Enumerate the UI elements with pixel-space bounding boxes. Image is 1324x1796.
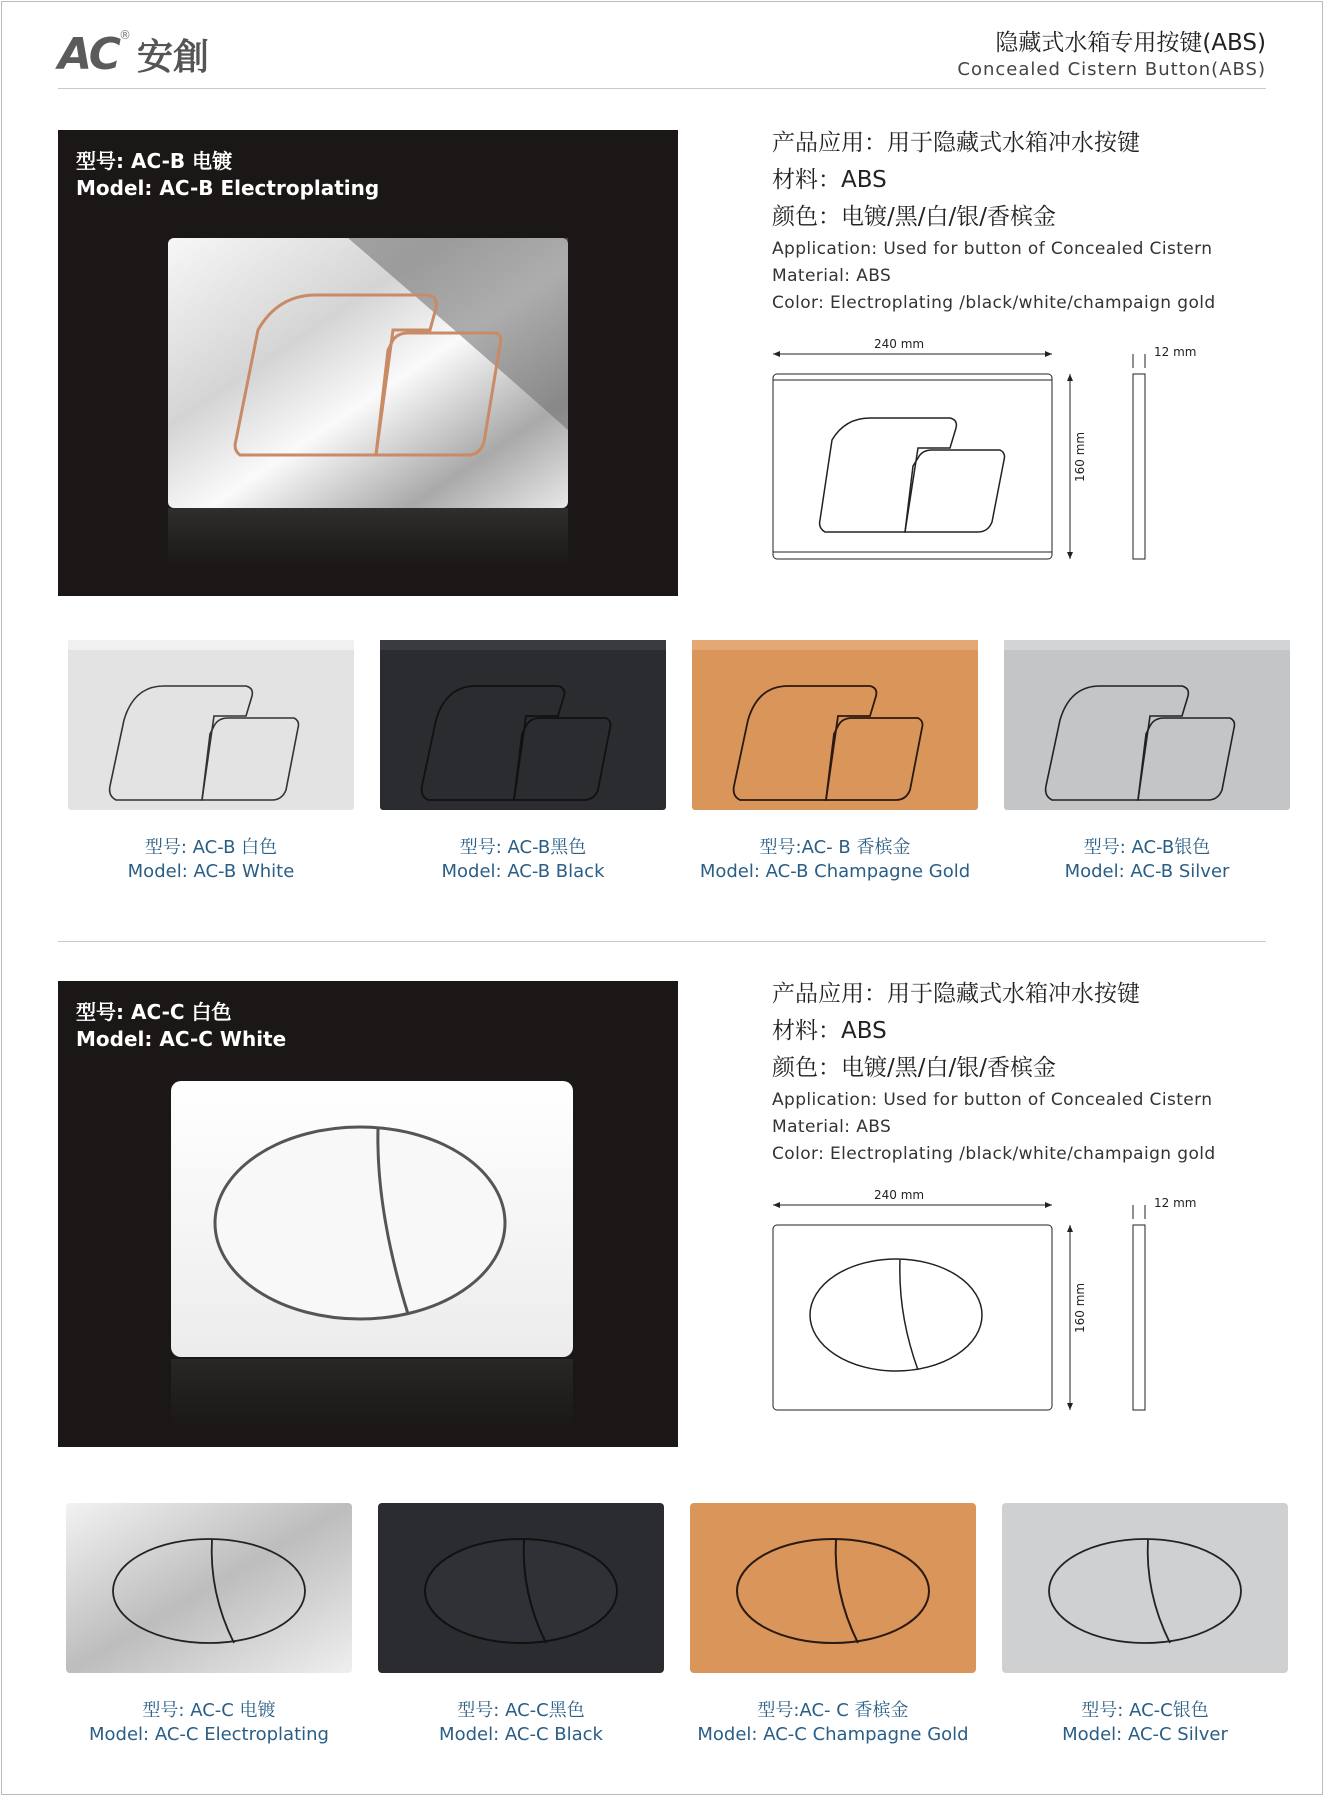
spec-block-ac-b — [772, 125, 1272, 317]
depth-dimension-label: 12 mm — [1154, 1196, 1197, 1210]
spec-color-cn: 颜色：电镀/黑/白/银/香槟金 — [772, 1055, 1056, 1081]
variant-ac-b-black — [380, 640, 666, 884]
variant-ac-c-silver — [1002, 1503, 1288, 1747]
ac-b-champagne-gold-plate-image — [692, 640, 978, 810]
variant-ac-c-black — [378, 1503, 664, 1747]
spec-color-en: Color: Electroplating /black/white/champaign gold — [772, 293, 1216, 313]
variant-model-en: Model: AC-C Black — [439, 1724, 603, 1745]
variant-caption — [690, 1699, 976, 1747]
spec-application-en: Application: Used for button of Concealed Cistern — [772, 239, 1213, 259]
ac-c-silver-plate-image — [1002, 1503, 1288, 1673]
variant-model-cn: 型号:AC- C 香槟金 — [757, 1700, 909, 1721]
hero-model-en: Model: AC-B Electroplating — [76, 176, 380, 200]
spec-material-cn: 材料：ABS — [772, 1018, 887, 1044]
variant-model-en: Model: AC-B Champagne Gold — [699, 861, 971, 882]
variant-ac-b-white — [68, 640, 354, 884]
variant-model-cn: 型号:AC- B 香槟金 — [759, 837, 911, 858]
logo-mark: AC — [58, 28, 119, 80]
dimension-drawing-ac-b — [770, 332, 1197, 572]
page-title — [957, 24, 1266, 80]
variant-ac-c-champagne-gold — [690, 1503, 976, 1747]
variant-model-cn: 型号: AC-B 白色 — [144, 837, 278, 858]
variant-caption — [66, 1699, 352, 1747]
spec-application-cn: 产品应用：用于隐藏式水箱冲水按键 — [772, 130, 1140, 156]
spec-color-cn: 颜色：电镀/黑/白/银/香槟金 — [772, 204, 1056, 230]
spec-block-ac-c — [772, 976, 1272, 1168]
variant-model-en: Model: AC-C Silver — [1062, 1724, 1228, 1745]
width-dimension-label: 240 mm — [874, 1188, 925, 1202]
variant-model-en: Model: AC-C Champagne Gold — [697, 1724, 969, 1745]
variant-caption — [1004, 836, 1290, 884]
ac-b-black-plate-image — [380, 640, 666, 810]
ac-c-black-plate-image — [378, 1503, 664, 1673]
hero-caption-ac-b — [76, 148, 379, 202]
width-dimension-label: 240 mm — [874, 337, 925, 351]
spec-material-cn: 材料：ABS — [772, 167, 887, 193]
variant-caption — [692, 836, 978, 884]
variant-ac-b-silver — [1004, 640, 1290, 884]
variant-caption — [1002, 1699, 1288, 1747]
page-title-en: Concealed Cistern Button(ABS) — [957, 59, 1266, 80]
ac-b-white-plate-image — [68, 640, 354, 810]
ac-b-silver-plate-image — [1004, 640, 1290, 810]
registered-mark: ® — [119, 28, 131, 42]
variant-caption — [380, 836, 666, 884]
spec-application-en: Application: Used for button of Concealed Cistern — [772, 1090, 1213, 1110]
spec-application-cn: 产品应用：用于隐藏式水箱冲水按键 — [772, 981, 1140, 1007]
variant-model-cn: 型号: AC-B黑色 — [459, 837, 587, 858]
hero-photo-ac-b — [58, 130, 678, 596]
variant-model-en: Model: AC-C Electroplating — [89, 1724, 329, 1745]
hero-model-cn: 型号: AC-C 白色 — [76, 1000, 232, 1024]
page-title-cn: 隐藏式水箱专用按键(ABS) — [995, 30, 1266, 56]
ac-c-electroplating-plate-image — [66, 1503, 352, 1673]
variant-model-en: Model: AC-B Silver — [1064, 861, 1230, 882]
ac-c-champagne-gold-plate-image — [690, 1503, 976, 1673]
variant-ac-c-electroplating — [66, 1503, 352, 1747]
spec-color-en: Color: Electroplating /black/white/champaign gold — [772, 1144, 1216, 1164]
variant-ac-b-champagne-gold — [692, 640, 978, 884]
variant-model-cn: 型号: AC-C 电镀 — [142, 1700, 276, 1721]
spec-material-en: Material: ABS — [772, 266, 892, 286]
variant-model-cn: 型号: AC-B银色 — [1083, 837, 1211, 858]
hero-caption-ac-c — [76, 999, 286, 1053]
brand-logo — [58, 26, 209, 82]
hero-photo-ac-c — [58, 981, 678, 1447]
height-dimension-label: 160 mm — [1073, 1282, 1087, 1333]
depth-dimension-label: 12 mm — [1154, 345, 1197, 359]
hero-model-cn: 型号: AC-B 电镀 — [76, 149, 233, 173]
variant-model-cn: 型号: AC-C银色 — [1081, 1700, 1209, 1721]
section-divider — [58, 941, 1266, 942]
variant-model-en: Model: AC-B Black — [441, 861, 605, 882]
variant-caption — [68, 836, 354, 884]
hero-model-en: Model: AC-C White — [76, 1027, 287, 1051]
variant-caption — [378, 1699, 664, 1747]
height-dimension-label: 160 mm — [1073, 431, 1087, 482]
logo-chinese-name: 安創 — [137, 36, 210, 78]
dimension-drawing-ac-c — [770, 1183, 1197, 1423]
header-divider — [58, 88, 1266, 89]
spec-material-en: Material: ABS — [772, 1117, 892, 1137]
variant-model-cn: 型号: AC-C黑色 — [457, 1700, 585, 1721]
variant-model-en: Model: AC-B White — [127, 861, 295, 882]
